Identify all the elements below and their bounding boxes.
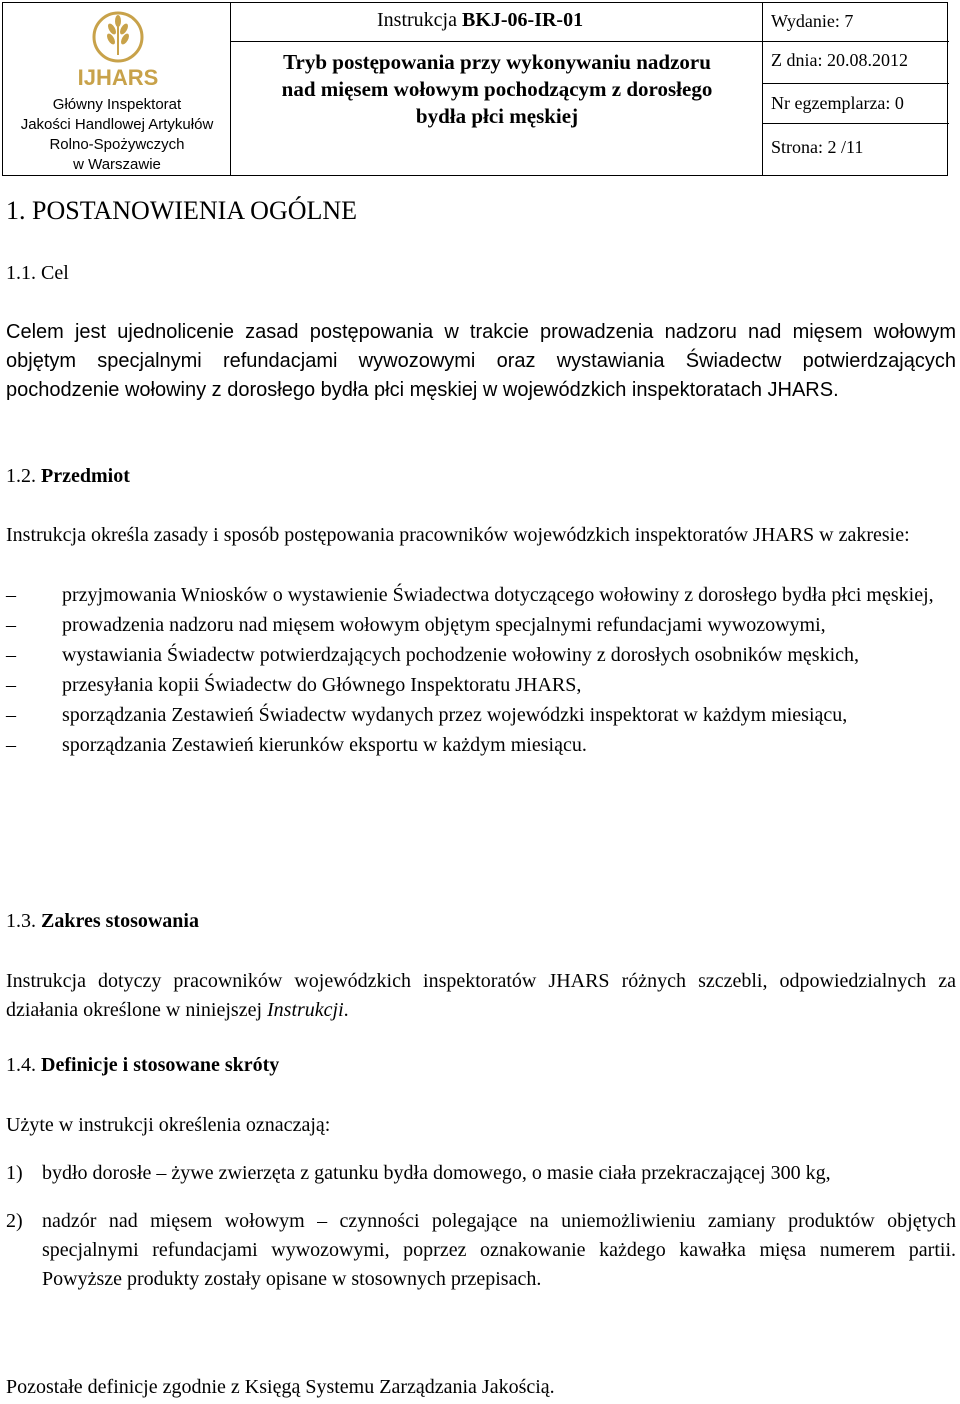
zakres-paragraph: Instrukcja dotyczy pracowników wojewódzkich inspektoratów JHARS różnych szczebli, odpowiedzialnych za działania określone w niniejszej Instrukcji.	[6, 970, 956, 1021]
document-header	[2, 2, 948, 176]
przedmiot-list	[6, 581, 956, 761]
organization-name: Główny Inspektorat Jakości Handlowej Artykułów Rolno-Spożywczych w Warszawie	[20, 96, 214, 173]
list-item: 1) bydło dorosłe – żywe zwierzęta z gatunku bydła domowego, o masie ciała przekraczającej 300 kg,	[6, 1162, 831, 1184]
date-label: Z dnia: 20.08.2012	[771, 50, 908, 70]
list-item: – prowadzenia nadzoru nad mięsem wołowym objętym specjalnymi refundacjami wywozowymi,	[6, 614, 826, 636]
list-item: – sporządzania Zestawień kierunków eksportu w każdym miesiącu.	[6, 734, 587, 756]
copy-number-label: Nr egzemplarza: 0	[771, 93, 904, 113]
closing-note: Pozostałe definicje zgodnie z Księgą Systemu Zarządzania Jakością.	[6, 1376, 555, 1398]
section-heading: 1. POSTANOWIENIA OGÓLNE	[6, 196, 358, 225]
cel-paragraph: Celem jest ujednolicenie zasad postępowania w trakcie prowadzenia nadzoru nad mięsem wołowym objętym specjalnymi refundacjami wywozowymi oraz wystawiania Świadectw potwierdzających pochodzenie wołowiny z dorosłego bydła płci męskiej w wojewódzkich inspektoratach JHARS.	[6, 321, 956, 401]
list-item: – przesyłania kopii Świadectw do Głównego Inspektoratu JHARS,	[6, 674, 582, 696]
definicje-intro: Użyte w instrukcji określenia oznaczają:	[6, 1114, 331, 1136]
subsection-heading-przedmiot: 1.2. Przedmiot	[6, 465, 130, 487]
logo-text: IJHARS	[77, 65, 159, 90]
subsection-heading-definicje: 1.4. Definicje i stosowane skróty	[6, 1054, 280, 1076]
list-item: – wystawiania Świadectw potwierdzających pochodzenie wołowiny z dorosłych osobników męskich,	[6, 644, 860, 666]
przedmiot-intro: Instrukcja określa zasady i sposób postępowania pracowników wojewódzkich inspektoratów JHARS w zakresie:	[6, 524, 910, 546]
subsection-heading-zakres: 1.3. Zakres stosowania	[6, 910, 199, 932]
header-title-cell	[231, 3, 763, 175]
header-org-cell	[3, 3, 231, 175]
instruction-code: Instrukcja BKJ-06-IR-01	[377, 9, 584, 31]
ijhars-logo-icon	[73, 9, 163, 91]
edition-label: Wydanie: 7	[771, 11, 854, 31]
document-title: Tryb postępowania przy wykonywaniu nadzoru nad mięsem wołowym pochodzącym z dorosłego bydła płci męskiej	[281, 50, 713, 128]
definitions-list	[6, 1159, 956, 1294]
list-item: 2) nadzór nad mięsem wołowym – czynności polegające na uniemożliwieniu zamiany produktów objętych specjalnymi refundacjami wywozowymi, poprzez oznakowanie każdego kawałka mięsa numerem partii. Powyższe produkty zostały opisane w stosownych przepisach.	[6, 1210, 956, 1290]
subsection-heading-cel: 1.1. Cel	[6, 262, 69, 284]
list-item: – sporządzania Zestawień Świadectw wydanych przez wojewódzki inspektorat w każdym miesiącu,	[6, 704, 848, 726]
list-item: – przyjmowania Wniosków o wystawienie Świadectwa dotyczącego wołowiny z dorosłego bydła płci męskiej,	[6, 584, 934, 606]
page-number-label: Strona: 2 /11	[771, 137, 864, 157]
header-meta-cell	[763, 3, 949, 175]
